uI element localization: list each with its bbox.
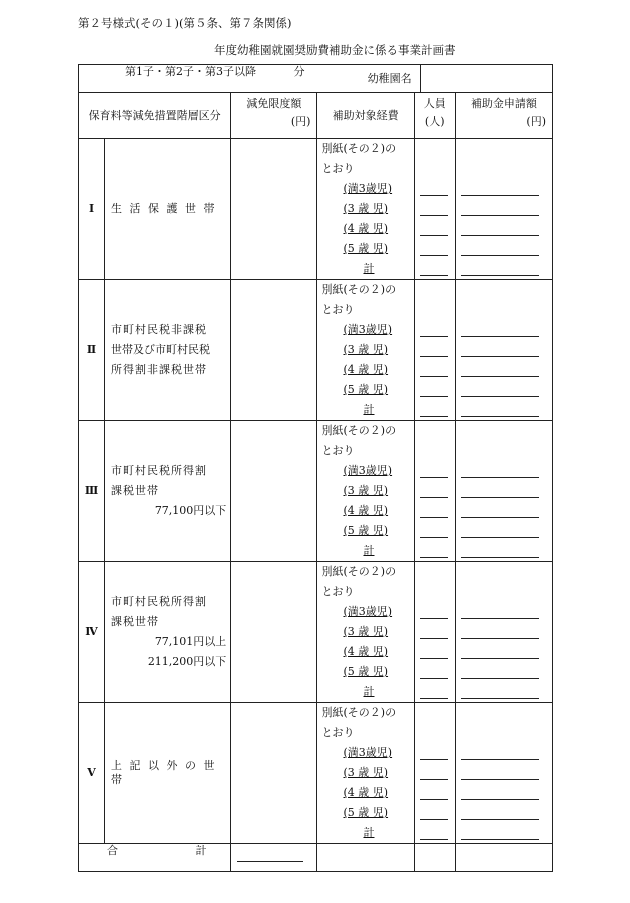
age-5: (5 歳 児) [343,242,389,255]
age-5: (5 歳 児) [343,665,389,678]
blank-line [461,618,539,619]
tier-row-2 [79,280,553,421]
blank-line [420,638,448,639]
total-label-b: 計 [195,844,207,857]
total-limit-cell[interactable] [231,844,317,872]
form-id: 第２号様式(その１)(第５条、第７条関係) [78,16,292,30]
kindergarten-name-field[interactable] [421,65,552,92]
persons-header-a: 人員 [423,97,446,110]
total-expense-cell [317,844,414,872]
subtotal-label: 計 [363,544,375,557]
blank-line [420,356,448,357]
blank-line [461,275,539,276]
age-mansan: (満3歳児) [343,464,393,477]
amount-cell[interactable] [455,562,552,703]
blank-line [420,255,448,256]
amount-cell[interactable] [455,421,552,562]
blank-line [420,759,448,760]
tier-line: 課税世帯 [111,484,160,497]
expense-cell [317,139,414,280]
blank-line [420,396,448,397]
blank-line [420,336,448,337]
total-persons-cell[interactable] [414,844,455,872]
tier-line: 市町村民税所得割 [111,464,208,477]
blank-line [420,376,448,377]
blank-line [420,215,448,216]
age-3: (3 歳 児) [343,343,389,356]
age-3: (3 歳 児) [343,484,389,497]
blank-line [461,839,539,840]
blank-line [461,517,539,518]
detail-line-2: とおり [321,444,355,457]
limit-cell[interactable] [231,703,317,844]
blank-line [420,416,448,417]
amount-cell[interactable] [455,280,552,421]
limit-header-a: 減免限度額 [246,97,302,110]
age-5: (5 歳 児) [343,383,389,396]
total-label-a: 合 [107,844,118,857]
blank-line [420,497,448,498]
blank-line [420,799,448,800]
age-3: (3 歳 児) [343,766,389,779]
detail-line-1: 別紙(その２)の [321,142,397,155]
blank-line [420,537,448,538]
tier-line: 生 活 保 護 世 帯 [111,202,217,215]
blank-line [420,235,448,236]
limit-cell[interactable] [231,139,317,280]
tier-description [105,421,231,562]
kindergarten-cell [367,65,552,93]
blank-line [420,678,448,679]
detail-line-2: とおり [321,585,355,598]
detail-line-1: 別紙(その２)の [321,706,397,719]
total-amount-cell[interactable] [455,844,552,872]
detail-line-2: とおり [321,726,355,739]
detail-line-2: とおり [321,303,355,316]
persons-cell[interactable] [414,139,455,280]
age-mansan: (満3歳児) [343,605,393,618]
expense-cell [317,703,414,844]
tier-numeral: Ⅱ [79,280,105,421]
tier-header: 保育料等減免措置階層区分 [79,93,231,139]
tier-numeral: Ⅳ [79,562,105,703]
tier-numeral: Ⅲ [79,421,105,562]
age-mansan: (満3歳児) [343,746,393,759]
blank-line [461,235,539,236]
persons-cell[interactable] [414,280,455,421]
blank-line [461,477,539,478]
blank-line [461,336,539,337]
tier-threshold: 77,100円以下 [154,504,227,517]
tier-numeral: Ⅴ [79,703,105,844]
age-5: (5 歳 児) [343,524,389,537]
child-order-label: 第1子・第2子・第3子以降 [125,65,256,78]
age-mansan: (満3歳児) [343,182,393,195]
subtotal-label: 計 [363,403,375,416]
tier-threshold: 211,200円以下 [147,655,227,668]
limit-cell[interactable] [231,421,317,562]
expense-cell [317,421,414,562]
blank-line [461,678,539,679]
tier-threshold: 77,101円以上 [154,635,227,648]
persons-cell[interactable] [414,421,455,562]
blank-line [461,356,539,357]
age-4: (4 歳 児) [343,222,389,235]
plan-table [78,64,553,872]
limit-header-b: (円) [290,115,311,128]
age-3: (3 歳 児) [343,625,389,638]
persons-cell[interactable] [414,562,455,703]
age-5: (5 歳 児) [343,806,389,819]
blank-line [461,557,539,558]
blank-line [420,698,448,699]
blank-line [461,819,539,820]
tier-description [105,703,231,844]
tier-line: 市町村民税非課税 [111,323,208,336]
blank-line [461,255,539,256]
header-row-2 [79,93,553,139]
document-title: 年度幼稚園就園奨励費補助金に係る事業計画書 [214,43,456,57]
detail-line-1: 別紙(その２)の [321,424,397,437]
amount-cell[interactable] [455,703,552,844]
detail-line-2: とおり [321,162,355,175]
blank-line [461,759,539,760]
tier-row-5 [79,703,553,844]
header-row-1 [79,65,553,93]
tier-row-4 [79,562,553,703]
tier-row-1 [79,139,553,280]
limit-header [231,93,317,139]
amount-header-a: 補助金申請額 [470,97,537,110]
detail-line-1: 別紙(その２)の [321,565,397,578]
expense-header: 補助対象経費 [317,93,414,139]
blank-line [461,779,539,780]
total-label [79,844,231,872]
persons-cell[interactable] [414,703,455,844]
blank-line [461,376,539,377]
blank-line [237,861,303,862]
blank-line [461,497,539,498]
tier-line: 上 記 以 外 の 世 帯 [111,759,217,786]
expense-cell [317,562,414,703]
tier-line: 課税世帯 [111,615,160,628]
age-mansan: (満3歳児) [343,323,393,336]
age-4: (4 歳 児) [343,363,389,376]
tier-description [105,562,231,703]
tier-line: 市町村民税所得割 [111,595,208,608]
age-4: (4 歳 児) [343,786,389,799]
limit-cell[interactable] [231,280,317,421]
age-4: (4 歳 児) [343,645,389,658]
blank-line [461,416,539,417]
expense-cell [317,280,414,421]
tier-line: 世帯及び市町村民税 [111,343,211,356]
subtotal-label: 計 [363,262,375,275]
amount-header-b: (円) [526,115,546,128]
blank-line [420,618,448,619]
tier-row-3 [79,421,553,562]
blank-line [461,658,539,659]
age-4: (4 歳 児) [343,504,389,517]
tier-numeral: Ⅰ [79,139,105,280]
persons-header [414,93,455,139]
total-row [79,844,553,872]
tier-line: 所得割非課税世帯 [111,363,208,376]
blank-line [420,195,448,196]
blank-line [461,698,539,699]
age-3: (3 歳 児) [343,202,389,215]
blank-line [420,819,448,820]
blank-line [461,638,539,639]
persons-header-b: (人) [424,115,445,128]
blank-line [420,477,448,478]
blank-line [420,839,448,840]
blank-line [420,275,448,276]
blank-line [461,799,539,800]
amount-header [455,93,552,139]
blank-line [461,537,539,538]
tier-description [105,280,231,421]
blank-line [420,557,448,558]
tier-description [105,139,231,280]
kindergarten-label: 幼稚園名 [360,65,421,92]
blank-line [461,195,539,196]
subtotal-label: 計 [363,685,375,698]
blank-line [420,658,448,659]
amount-cell[interactable] [455,139,552,280]
bun-label: 分 [293,65,305,78]
blank-line [420,517,448,518]
blank-line [461,215,539,216]
blank-line [461,396,539,397]
subtotal-label: 計 [363,826,375,839]
limit-cell[interactable] [231,562,317,703]
blank-line [420,779,448,780]
detail-line-1: 別紙(その２)の [321,283,397,296]
